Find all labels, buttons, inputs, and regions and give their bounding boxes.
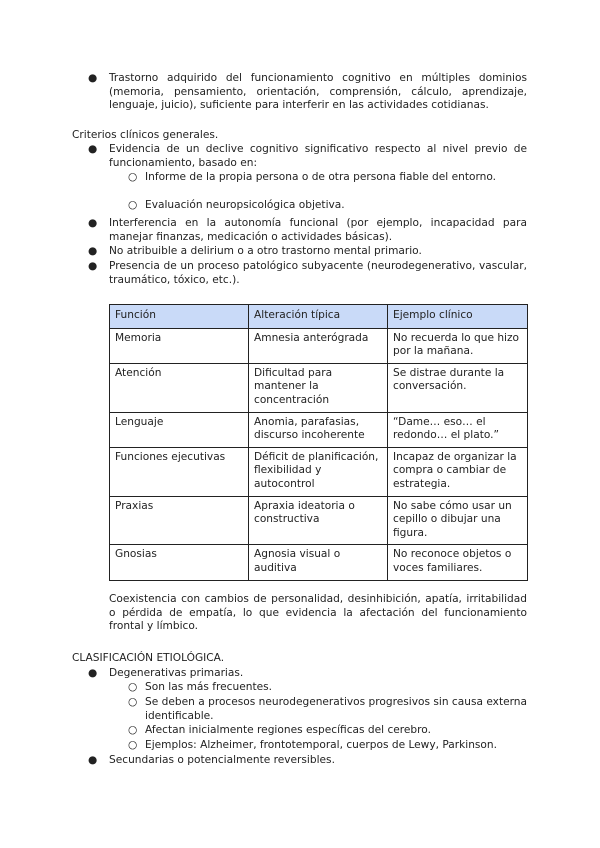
table-cell: Praxias bbox=[110, 496, 249, 545]
table-row bbox=[110, 496, 528, 545]
criterio-text: Interferencia en la autonomía funcional (por ejemplo, incapacidad para manejar finanzas, medicación o actividades básicas). bbox=[109, 217, 527, 243]
criterio-subitem-text: Evaluación neuropsicológica objetiva. bbox=[145, 199, 345, 211]
criterio-subitem bbox=[128, 171, 527, 185]
criterio-text: No atribuible a delirium o a otro trastorno mental primario. bbox=[109, 245, 422, 257]
bullet-icon: ● bbox=[88, 72, 98, 84]
clasificacion-subitem-text: Afectan inicialmente regiones específicas del cerebro. bbox=[145, 724, 431, 736]
criterio-text: Presencia de un proceso patológico subyacente (neurodegenerativo, vascular, traumático, tóxico, etc.). bbox=[109, 260, 527, 286]
cognitive-functions-table bbox=[109, 304, 528, 581]
criterio-item bbox=[88, 260, 527, 287]
table-cell: No sabe cómo usar un cepillo o dibujar una figura. bbox=[388, 496, 528, 545]
table-row bbox=[110, 328, 528, 363]
table-cell: No recuerda lo que hizo por la mañana. bbox=[388, 328, 528, 363]
bullet-icon: ● bbox=[88, 217, 98, 229]
table-cell: Funciones ejecutivas bbox=[110, 447, 249, 496]
clasificacion-subitem bbox=[128, 696, 527, 723]
criterios-heading: Criterios clínicos generales. bbox=[72, 129, 219, 141]
table-cell: Incapaz de organizar la compra o cambiar de estrategia. bbox=[388, 447, 528, 496]
clasificacion-text: Degenerativas primarias. bbox=[109, 667, 244, 679]
table-row bbox=[110, 447, 528, 496]
bullet-icon: ● bbox=[88, 260, 98, 272]
table-cell: Déficit de planificación, flexibilidad y autocontrol bbox=[249, 447, 388, 496]
bullet-icon: ● bbox=[88, 143, 98, 155]
table-row bbox=[110, 412, 528, 447]
table-cell: Memoria bbox=[110, 328, 249, 363]
clasificacion-subitem bbox=[128, 739, 527, 753]
table-cell: “Dame… eso… el redondo… el plato.” bbox=[388, 412, 528, 447]
clasificacion-text: Secundarias o potencialmente reversibles. bbox=[109, 754, 335, 766]
column-header-alteracion: Alteración típica bbox=[249, 305, 388, 329]
criterio-item bbox=[88, 217, 527, 244]
clasificacion-subitem-text: Se deben a procesos neurodegenerativos progresivos sin causa externa identificable. bbox=[145, 696, 527, 722]
circle-bullet-icon: ○ bbox=[128, 724, 138, 736]
clasificacion-item bbox=[88, 754, 527, 768]
clasificacion-item bbox=[88, 667, 527, 681]
bullet-icon: ● bbox=[88, 245, 98, 257]
bullet-icon: ● bbox=[88, 754, 98, 766]
coexistencia-paragraph: Coexistencia con cambios de personalidad, desinhibición, apatía, irritabilidad o pérdida de empatía, lo que evidencia la afectación del funcionamiento frontal y límbico. bbox=[109, 593, 527, 633]
table-cell: Apraxia ideatoria o constructiva bbox=[249, 496, 388, 545]
table-cell: Se distrae durante la conversación. bbox=[388, 363, 528, 412]
circle-bullet-icon: ○ bbox=[128, 199, 138, 211]
table-cell: Anomia, parafasias, discurso incoherente bbox=[249, 412, 388, 447]
clasificacion-heading: CLASIFICACIÓN ETIOLÓGICA. bbox=[72, 652, 225, 664]
criterio-item bbox=[88, 143, 527, 170]
table-row bbox=[110, 545, 528, 580]
table-cell: No reconoce objetos o voces familiares. bbox=[388, 545, 528, 580]
table-cell: Agnosia visual o auditiva bbox=[249, 545, 388, 580]
clasificacion-subitem-text: Ejemplos: Alzheimer, frontotemporal, cuerpos de Lewy, Parkinson. bbox=[145, 739, 497, 751]
criterio-item bbox=[88, 245, 527, 259]
bullet-icon: ● bbox=[88, 667, 98, 679]
column-header-funcion: Función bbox=[110, 305, 249, 329]
column-header-ejemplo: Ejemplo clínico bbox=[388, 305, 528, 329]
circle-bullet-icon: ○ bbox=[128, 681, 138, 693]
table-cell: Amnesia anterógrada bbox=[249, 328, 388, 363]
criterio-text: Evidencia de un declive cognitivo significativo respecto al nivel previo de funcionamiento, basado en: bbox=[109, 143, 527, 169]
table-row bbox=[110, 363, 528, 412]
clasificacion-subitem-text: Son las más frecuentes. bbox=[145, 681, 273, 693]
circle-bullet-icon: ○ bbox=[128, 696, 138, 708]
clasificacion-subitem bbox=[128, 681, 527, 695]
clasificacion-subitem bbox=[128, 724, 527, 738]
table-cell: Lenguaje bbox=[110, 412, 249, 447]
criterio-subitem-text: Informe de la propia persona o de otra persona fiable del entorno. bbox=[145, 171, 497, 183]
intro-text: Trastorno adquirido del funcionamiento cognitivo en múltiples dominios (memoria, pensamiento, orientación, comprensión, cálculo, aprendizaje, lenguaje, juicio), suficiente para interferir en las actividades cotidianas. bbox=[109, 72, 527, 112]
circle-bullet-icon: ○ bbox=[128, 171, 138, 183]
criterio-subitem bbox=[128, 199, 527, 213]
table-header-row bbox=[110, 305, 528, 329]
circle-bullet-icon: ○ bbox=[128, 739, 138, 751]
table-cell: Gnosias bbox=[110, 545, 249, 580]
table-cell: Atención bbox=[110, 363, 249, 412]
intro-item bbox=[88, 72, 527, 113]
table-cell: Dificultad para mantener la concentración bbox=[249, 363, 388, 412]
